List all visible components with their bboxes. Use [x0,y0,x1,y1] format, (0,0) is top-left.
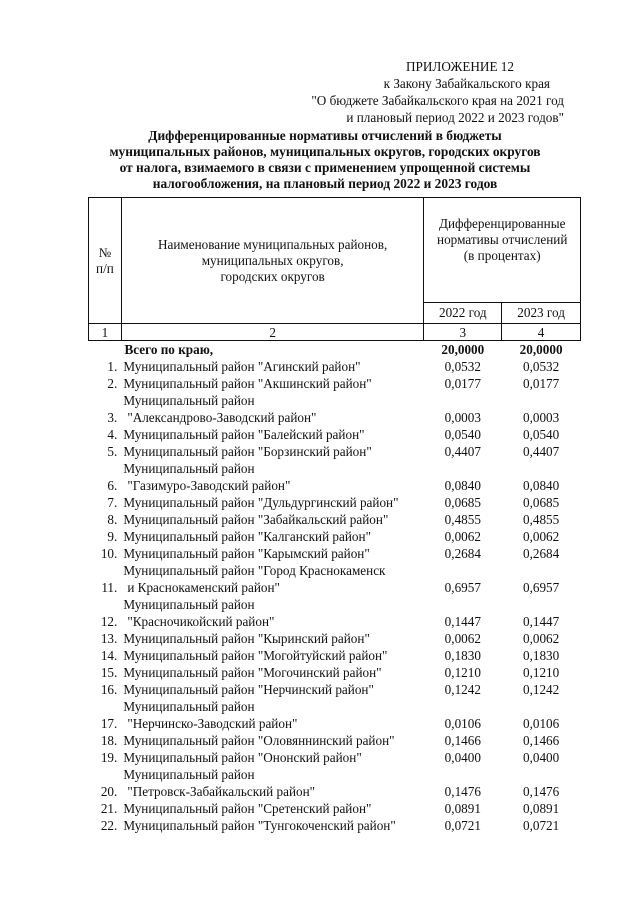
row-name-continuation: "Газимуро-Заводский район" [127,478,291,493]
value-2023: 0,0003 [522,410,560,425]
row-number: 8. [107,512,118,527]
row-name-line: Муниципальный район "Ононский район" [123,750,362,765]
value-2022: 0,0062 [444,529,481,544]
value-2022: 0,1242 [444,682,481,697]
row-name [121,664,424,681]
value-2023: 0,0721 [522,818,560,833]
title-line: налогообложения, на плановый период 2022 и 2023 годов [152,176,498,191]
appendix-header [311,58,564,126]
norms-table [88,197,581,834]
column-numbers-row [89,324,581,341]
value-2022: 0,0532 [444,359,481,374]
row-name-line: Муниципальный район "Кыринский район" [123,631,370,646]
row-number: 20. [100,784,118,799]
header-name: Наименование муниципальных районов, муниципальных округов, городских округов [121,198,424,324]
row-name [121,528,424,545]
row-number: 19. [100,750,118,765]
value-2022: 0,4407 [444,444,481,459]
row-name-line: Муниципальный район "Калганский район" [123,529,371,544]
row-name [121,630,424,647]
row-name-line: Муниципальный район [123,393,255,408]
row-number: 7. [107,495,118,510]
row-number: 16. [100,682,118,697]
value-2023: 0,0685 [522,495,560,510]
appendix-law: к Закону Забайкальского края [383,76,550,91]
row-name-line: Муниципальный район "Сретенский район" [123,801,372,816]
row-name-continuation: и Краснокаменский район" [127,580,280,595]
row-number: 14. [100,648,118,663]
table-row [89,426,581,443]
table-row [89,681,581,698]
row-name-line: Муниципальный район [123,699,255,714]
row-number: 11. [101,580,118,595]
row-name [121,732,424,749]
total-2023: 20,0000 [519,342,563,357]
table-row [89,698,581,732]
row-number: 3. [107,410,118,425]
value-2022: 0,0177 [444,376,481,391]
total-row [89,341,581,359]
row-name [121,426,424,443]
row-number: 22. [100,818,118,833]
row-name [121,562,424,596]
row-number: 17. [100,716,118,731]
value-2023: 0,0062 [522,631,560,646]
title-line: от налога, взимаемого в связи с применением упрощенной системы [119,160,531,175]
row-name-line: Муниципальный район "Нерчинский район" [123,682,374,697]
row-name [121,511,424,528]
row-name-line: Муниципальный район "Тунгокоченский район" [123,818,396,833]
table-row [89,800,581,817]
value-2022: 0,0003 [444,410,481,425]
value-2022: 0,1830 [444,648,481,663]
row-name-line: Муниципальный район "Дульдургинский район" [123,495,399,510]
value-2022: 0,0721 [444,818,481,833]
value-2022: 0,0840 [444,478,481,493]
row-name [121,766,424,800]
document-title [60,128,590,192]
value-2022: 0,2684 [444,546,481,561]
row-number: 2. [107,376,118,391]
value-2023: 0,0106 [522,716,560,731]
table-row [89,562,581,596]
table-row [89,664,581,681]
table-row [89,647,581,664]
row-name-line: Муниципальный район "Акшинский район" [123,376,372,391]
value-2023: 0,0540 [522,427,560,442]
table-row [89,732,581,749]
value-2023: 0,1242 [522,682,560,697]
value-2023: 0,1476 [522,784,560,799]
row-name [121,800,424,817]
row-name-line: Муниципальный район "Могочинский район" [123,665,382,680]
row-name [121,443,424,460]
value-2022: 0,1210 [444,665,481,680]
value-2023: 0,1447 [522,614,560,629]
table-row [89,749,581,766]
value-2022: 0,0106 [444,716,481,731]
row-name-line: Муниципальный район "Оловяннинский район" [123,733,395,748]
value-2022: 0,0540 [444,427,481,442]
table-row [89,358,581,375]
table-row [89,596,581,630]
table-row [89,630,581,647]
appendix-number: ПРИЛОЖЕНИЕ 12 [406,59,514,74]
value-2023: 0,0532 [522,359,560,374]
value-2023: 0,0400 [522,750,560,765]
row-name-line: Муниципальный район "Забайкальский район" [123,512,389,527]
row-name [121,647,424,664]
row-name-line: Муниципальный район [123,461,255,476]
value-2022: 0,1466 [444,733,481,748]
table-row [89,528,581,545]
row-name-line: Муниципальный район [123,597,255,612]
value-2022: 0,4855 [444,512,481,527]
table-row [89,545,581,562]
row-name [121,681,424,698]
value-2023: 0,0177 [522,376,560,391]
value-2022: 0,0891 [444,801,481,816]
title-line: муниципальных районов, муниципальных округов, городских округов [109,144,541,159]
row-name-continuation: "Петровск-Забайкальский район" [127,784,316,799]
column-number: 2 [121,324,424,341]
table-row [89,817,581,834]
row-name [121,817,424,834]
row-number: 13. [100,631,118,646]
row-number: 1. [107,359,118,374]
row-name [121,545,424,562]
table-row [89,443,581,460]
value-2022: 0,1476 [444,784,481,799]
appendix-law-title: "О бюджете Забайкальского края на 2021 год [311,93,564,108]
row-number: 18. [100,733,118,748]
row-number: 9. [107,529,118,544]
row-name-line: Муниципальный район "Могойтуйский район" [123,648,388,663]
value-2023: 0,0840 [522,478,560,493]
row-number: 12. [100,614,118,629]
table-row [89,460,581,494]
row-name-line: Муниципальный район "Город Краснокаменск [123,563,386,578]
value-2022: 0,0062 [444,631,481,646]
value-2023: 0,1466 [522,733,560,748]
row-name-continuation: "Нерчинско-Заводский район" [127,716,298,731]
value-2022: 0,6957 [444,580,481,595]
row-number: 10. [100,546,118,561]
row-number: 4. [107,427,118,442]
title-line: Дифференцированные нормативы отчислений в бюджеты [148,128,502,143]
row-name [121,596,424,630]
table-row [89,375,581,392]
column-number: 4 [502,324,581,341]
value-2023: 0,0062 [522,529,560,544]
row-name [121,358,424,375]
row-name-line: Муниципальный район "Балейский район" [123,427,365,442]
row-number: 6. [107,478,118,493]
header-year-2023: 2023 год [502,303,581,324]
total-2022: 20,0000 [441,342,485,357]
table-row [89,766,581,800]
row-name [121,494,424,511]
header-norms: Дифференцированные нормативы отчислений (в процентах) [424,198,581,303]
row-number: 5. [107,444,118,459]
value-2023: 0,4855 [522,512,560,527]
row-name-line: Муниципальный район "Борзинский район" [123,444,372,459]
row-name-line: Муниципальный район [123,767,255,782]
row-name-continuation: "Красночикойский район" [127,614,275,629]
value-2023: 0,1210 [522,665,560,680]
value-2023: 0,6957 [522,580,560,595]
value-2023: 0,0891 [522,801,560,816]
row-name [121,375,424,392]
value-2023: 0,2684 [522,546,560,561]
appendix-law-period: и плановый период 2022 и 2023 годов" [346,110,564,125]
row-name-line: Муниципальный район "Карымский район" [123,546,370,561]
table-body [89,341,581,835]
value-2022: 0,0685 [444,495,481,510]
value-2022: 0,1447 [444,614,481,629]
row-name [121,460,424,494]
row-name [121,698,424,732]
table-row [89,494,581,511]
value-2022: 0,0400 [444,750,481,765]
row-number: 15. [100,665,118,680]
table-row [89,511,581,528]
row-name-continuation: "Александрово-Заводский район" [127,410,317,425]
column-number: 1 [89,324,122,341]
column-number: 3 [424,324,502,341]
row-name [121,392,424,426]
header-number: № п/п [89,198,122,324]
row-number: 21. [100,801,118,816]
header-year-2022: 2022 год [424,303,502,324]
row-name [121,749,424,766]
value-2023: 0,1830 [522,648,560,663]
row-name-line: Муниципальный район "Агинский район" [123,359,361,374]
value-2023: 0,4407 [522,444,560,459]
total-label: Всего по краю, [124,342,214,357]
table-row [89,392,581,426]
